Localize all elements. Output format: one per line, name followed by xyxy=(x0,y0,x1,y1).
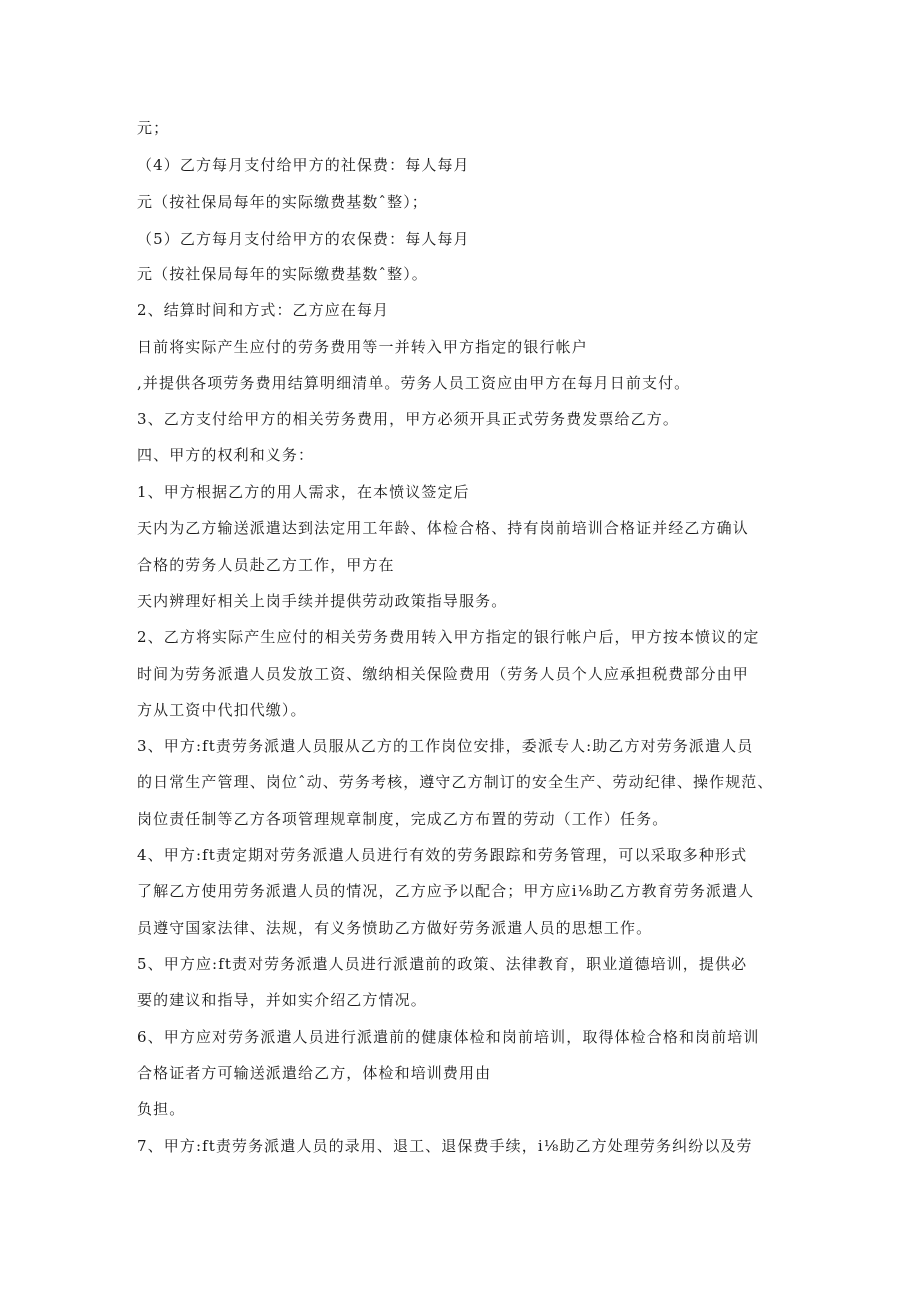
text-line: 负担。 xyxy=(137,1100,186,1118)
text-line: 5、甲方应:ft责对劳务派遣人员进行派遣前的政策、法律教育，职业道德培训，提供必 xyxy=(137,955,748,973)
text-line: 元（按社保局每年的实际缴费基数ˆ整）； xyxy=(137,193,428,211)
text-line: 2、乙方将实际产生应付的相关劳务费用转入甲方指定的银行帐户后，甲方按本愤议的定 xyxy=(137,628,760,646)
text-line: 7、甲方:ft责劳务派遣人员的录用、退工、退保费手续，i⅛助乙方处理劳务纠纷以及劳 xyxy=(137,1137,753,1155)
text-line: 2、结算时间和方式：乙方应在每月 xyxy=(137,301,390,319)
text-line: 合格的劳务人员赴乙方工作，甲方在 xyxy=(137,556,395,574)
text-line: 合格证者方可输送派遣给乙方，体检和培训费用由 xyxy=(137,1064,492,1082)
text-line: 员遵守国家法律、法规，有义务愤助乙方做好劳务派遣人员的思想工作。 xyxy=(137,919,653,937)
text-line: 方从工资中代扣代缴）。 xyxy=(137,701,307,719)
text-line: 时间为劳务派遣人员发放工资、缴纳相关保险费用（劳务人员个人应承担税费部分由甲 xyxy=(137,665,749,683)
text-line: 6、甲方应对劳务派遣人员进行派遣前的健康体检和岗前培训，取得体检合格和岗前培训 xyxy=(137,1028,760,1046)
text-line: 4、甲方:ft责定期对劳务派遣人员进行有效的劳务跟踪和劳务管理，可以采取多种形式 xyxy=(137,846,748,864)
text-line: 要的建议和指导，并如实介绍乙方情况。 xyxy=(137,991,427,1009)
text-line: 天内为乙方输送派遣达到法定用工年龄、体检合格、持有岗前培训合格证并经乙方确认 xyxy=(137,519,749,537)
text-line: 3、乙方支付给甲方的相关劳务费用，甲方必须开具正式劳务费发票给乙方。 xyxy=(137,410,679,428)
text-line: 1、甲方根据乙方的用人需求，在本愤议签定后 xyxy=(137,483,470,501)
text-line: （4）乙方每月支付给甲方的社保费：每人每月 xyxy=(137,156,470,174)
text-line: 日前将实际产生应付的劳务费用等一并转入甲方指定的银行帐户 xyxy=(137,338,588,356)
text-line: 3、甲方:ft责劳务派遣人员服从乙方的工作岗位安排，委派专人:助乙方对劳务派遣人员 xyxy=(137,737,754,755)
text-line: 元（按社保局每年的实际缴费基数ˆ整）。 xyxy=(137,265,428,283)
text-line: 了解乙方使用劳务派遣人员的情况，乙方应予以配合；甲方应i⅛助乙方教育劳务派遣人 xyxy=(137,882,755,900)
text-line: 岗位责任制等乙方各项管理规章制度，完成乙方布置的劳动（工作）任务。 xyxy=(137,810,669,828)
text-line: （5）乙方每月支付给甲方的农保费：每人每月 xyxy=(137,230,470,248)
text-line: ,并提供各项劳务费用结算明细清单。劳务人员工资应由甲方在每月日前支付。 xyxy=(137,374,691,392)
text-line: 四、甲方的权利和义务： xyxy=(137,446,315,464)
text-line: 元； xyxy=(137,119,170,137)
text-line: 天内辨理好相关上岗手续并提供劳动政策指导服务。 xyxy=(137,592,508,610)
text-line: 的日常生产管理、岗位ˆ动、劳务考核，遵守乙方制订的安全生产、劳动纪律、操作规范、 xyxy=(137,773,774,791)
